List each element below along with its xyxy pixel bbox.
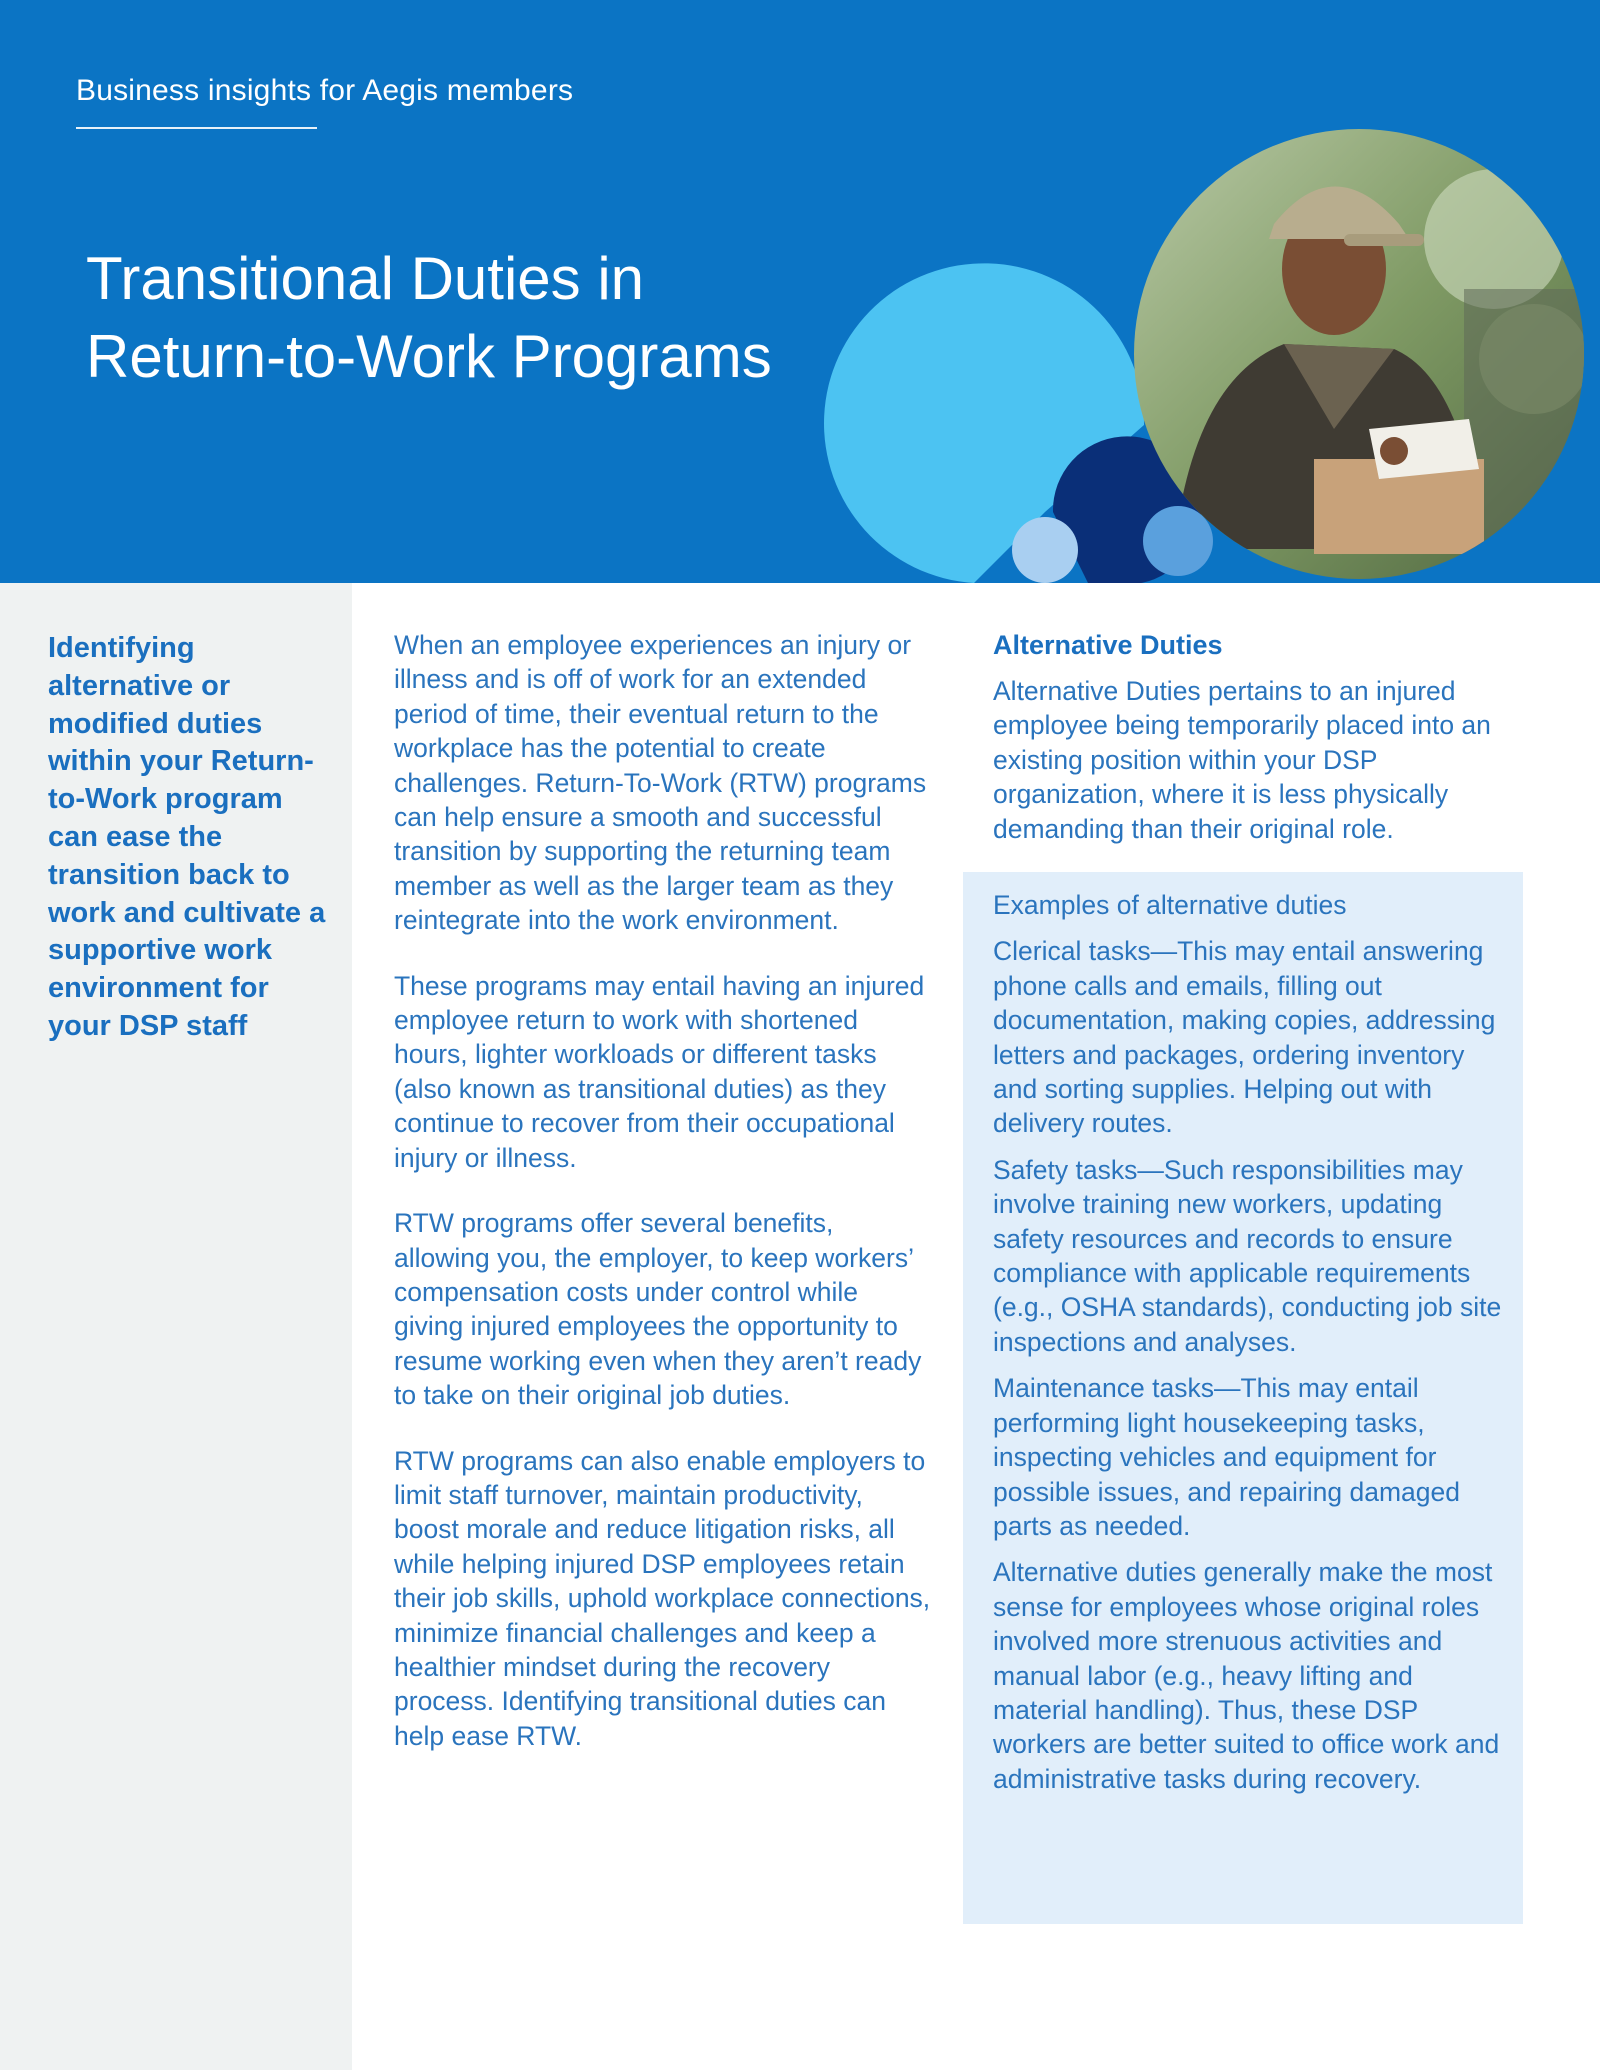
example-item: Safety tasks—Such responsibilities may involve training new workers, updating safety resources and records to ensure compliance with applicable requirements (e.g., OSHA standards), conducting job site inspections and analyses. [993,1154,1502,1357]
example-item: Maintenance tasks—This may entail performing light housekeeping tasks, inspecting vehicles and equipment for possible issues, and repairing damaged parts as needed. [993,1373,1460,1541]
title-line-1: Transitional Duties in [86,245,645,312]
title-line-2: Return-to-Work Programs [86,323,772,390]
section-intro: Alternative Duties pertains to an injured employee being temporarily placed into an existing position within your DSP organization, where it is less physically demanding than their original role. [993,676,1491,844]
body-paragraph: RTW programs can also enable employers to limit staff turnover, maintain productivity, boost morale and reduce litigation risks, all while helping injured DSP employees retain their job skills, uphold workplace connections, minimize financial challenges and keep a healthier mindset during the recovery process. Identifying transitional duties can help ease RTW. [394,1445,931,1751]
sidebar-highlight: Identifying alternative or modified duties within your Return-to-Work program can ease the transition back to work and cultivate a supportive work environment for your DSP staff [48,632,326,1042]
delivery-worker-photo [1134,129,1584,579]
header-banner [0,0,1600,583]
tagline: Business insights for Aegis members [76,74,574,107]
body-paragraph: When an employee experiences an injury or illness and is off of work for an extended period of time, their eventual return to the workplace has the potential to create challenges. Return-To-Work (RTW) programs can help ensure a smooth and successful transition by supporting the returning team member as well as the larger team as they reintegrate into the work environment. [394,630,927,936]
example-item: Alternative duties generally make the most sense for employees whose original roles involved more strenuous activities and manual labor (e.g., heavy lifting and material handling). Thus, these DSP workers are better suited to office work and administrative tasks during recovery. [993,1557,1500,1794]
pale-circle-shape [1012,517,1078,583]
section-heading: Alternative Duties [993,630,1223,660]
body-paragraph: RTW programs offer several benefits, allowing you, the employer, to keep workers’ compensation costs under control while giving injured employees the opportunity to resume working even when they aren’t ready to take on their original job duties. [394,1208,922,1411]
examples-heading: Examples of alternative duties [993,890,1347,920]
body-paragraph: These programs may entail having an injured employee return to work with shortened hours, lighter workloads or different tasks (also known as transitional duties) as they continue to recover from their occupational injury or illness. [394,970,925,1173]
example-item: Clerical tasks—This may entail answering phone calls and emails, filling out documentation, making copies, addressing letters and packages, ordering inventory and sorting supplies. Helping out with delivery routes. [993,936,1496,1139]
main-column [394,628,934,1784]
alternative-duties-section [993,628,1523,846]
examples-list [993,888,1513,1808]
